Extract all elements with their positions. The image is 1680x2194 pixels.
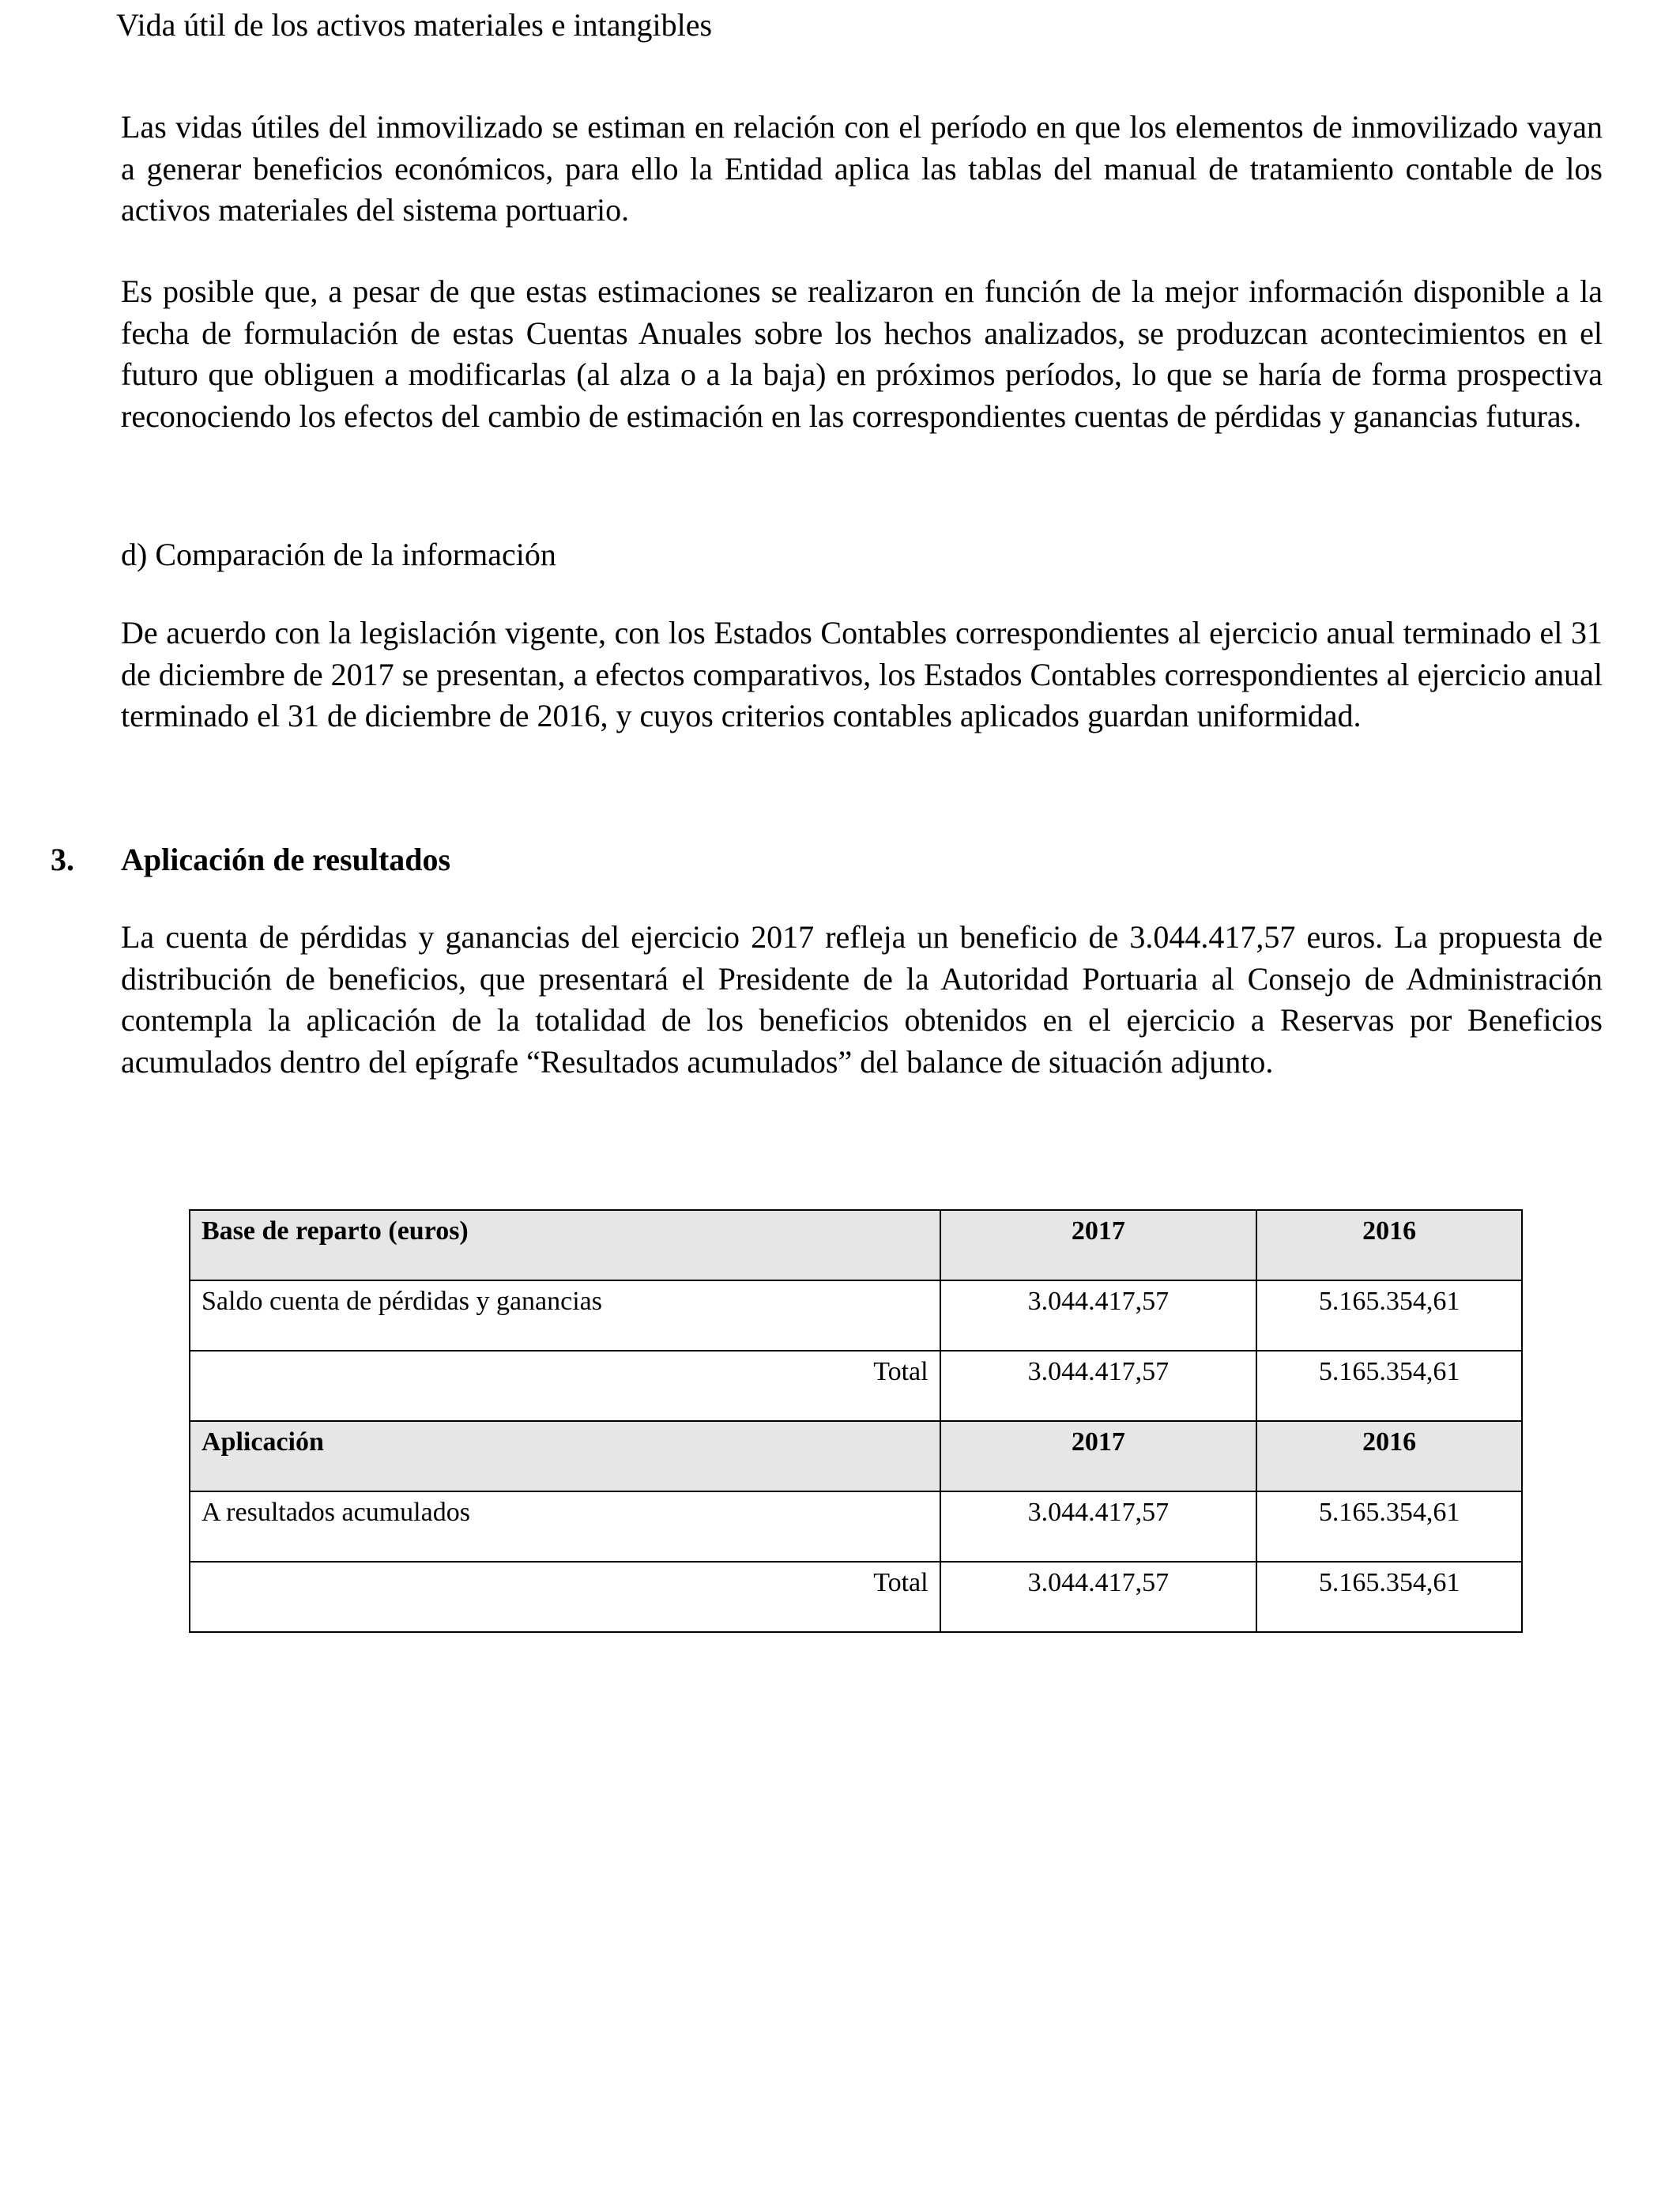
paragraph-estimates: Es posible que, a pesar de que estas estimaciones se realizaron en función de la mejor información disponible a la fecha de formulación de estas Cuentas Anuales sobre los hechos analizados, se produzcan acontecimientos en el futuro que obliguen a modificarlas (al alza o a la baja) en próximos períodos, lo que se haría de forma prospectiva reconociendo los efectos del cambio de estimación en las correspondientes cuentas de pérdidas y ganancias futuras. (121, 273, 1603, 434)
table-cell: 3.044.417,57 (940, 1280, 1257, 1351)
subheading-comparison: d) Comparación de la información (121, 537, 556, 572)
paragraph-useful-life: Las vidas útiles del inmovilizado se estiman en relación con el período en que los elementos de inmovilizado vayan a generar beneficios económicos, para ello la Entidad aplica las tablas del manual de tratamiento contable de los activos materiales del sistema portuario. (121, 109, 1603, 228)
table-row (190, 1491, 1522, 1562)
table-cell: 5.165.354,61 (1256, 1562, 1522, 1632)
results-distribution-table (189, 1209, 1523, 1633)
table-cell: 5.165.354,61 (1256, 1351, 1522, 1421)
table-cell: 3.044.417,57 (940, 1351, 1257, 1421)
table-cell: 3.044.417,57 (940, 1562, 1257, 1632)
section-number: 3. (51, 842, 74, 877)
table-row (190, 1280, 1522, 1351)
table-cell: 2016 (1256, 1210, 1522, 1280)
table-cell: 2017 (940, 1421, 1257, 1491)
table-cell: Aplicación (190, 1421, 940, 1491)
table-cell: Total (190, 1351, 940, 1421)
table-total-row (190, 1351, 1522, 1421)
table-cell: 2016 (1256, 1421, 1522, 1491)
table-header-row (190, 1421, 1522, 1491)
table-cell: Base de reparto (euros) (190, 1210, 940, 1280)
paragraph-results: La cuenta de pérdidas y ganancias del ejercicio 2017 refleja un beneficio de 3.044.417,57 euros. La propuesta de distribución de beneficios, que presentará el Presidente de la Autoridad Portuaria al Consejo de Administración contempla la aplicación de la totalidad de los beneficios obtenidos en el ejercicio a Reservas por Beneficios acumulados dentro del epígrafe “Resultados acumulados” del balance de situación adjunto. (121, 919, 1603, 1080)
paragraph-comparison: De acuerdo con la legislación vigente, con los Estados Contables correspondientes al ejercicio anual terminado el 31 de diciembre de 2017 se presentan, a efectos comparativos, los Estados Contables correspondientes al ejercicio anual terminado el 31 de diciembre de 2016, y cuyos criterios contables aplicados guardan uniformidad. (121, 615, 1603, 733)
table-cell: A resultados acumulados (190, 1491, 940, 1562)
table-cell: 5.165.354,61 (1256, 1280, 1522, 1351)
table-total-row (190, 1562, 1522, 1632)
table-cell: 3.044.417,57 (940, 1491, 1257, 1562)
table-header-row (190, 1210, 1522, 1280)
table-cell: 5.165.354,61 (1256, 1491, 1522, 1562)
section-title: Aplicación de resultados (121, 842, 451, 877)
table-cell: Saldo cuenta de pérdidas y ganancias (190, 1280, 940, 1351)
table-cell: 2017 (940, 1210, 1257, 1280)
section-heading-results (51, 839, 841, 880)
table-cell: Total (190, 1562, 940, 1632)
section-heading-useful-life: Vida útil de los activos materiales e intangibles (116, 7, 713, 43)
